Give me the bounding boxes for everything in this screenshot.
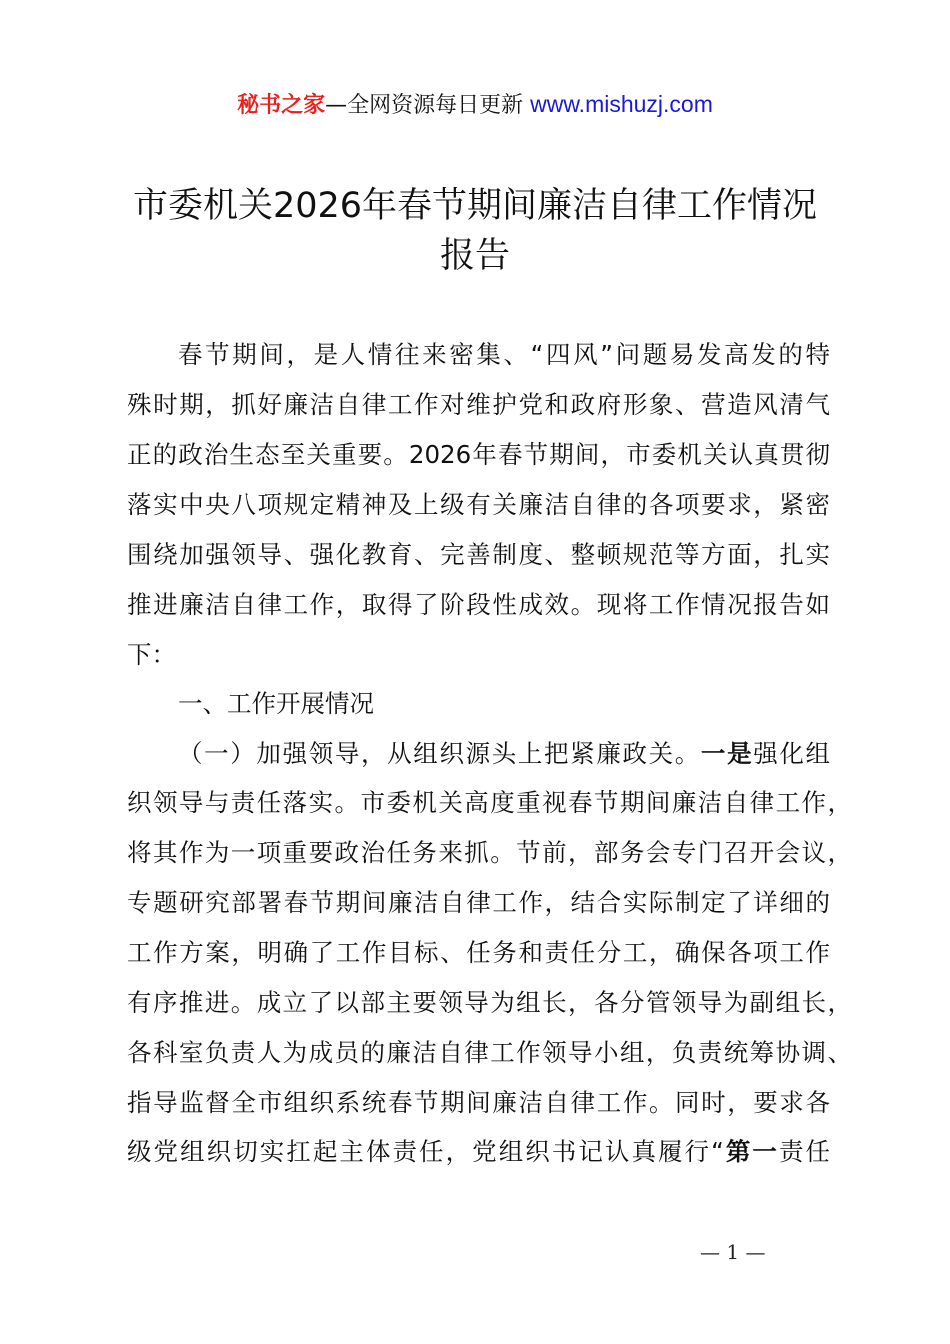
text-run: 强化组: [753, 739, 831, 768]
body-line: 工作方案，明确了工作目标、任务和责任分工，确保各项工作: [127, 938, 830, 967]
site-url-link[interactable]: www.mishuzj.com: [530, 91, 713, 117]
body-line: 落实中央八项规定精神及上级有关廉洁自律的各项要求，紧密: [127, 490, 830, 519]
site-banner: [0, 88, 950, 119]
text-run: 级党组织切实扛起主体责任，党组织书记认真履行“: [127, 1137, 724, 1166]
subsection-heading-line: [178, 739, 830, 769]
body-line: 织领导与责任落实。市委机关高度重视春节期间廉洁自律工作，: [127, 788, 852, 817]
body-line: 推进廉洁自律工作，取得了阶段性成效。现将工作情况报告如: [127, 590, 830, 619]
bold-marker: 第一: [723, 1137, 779, 1166]
body-line: 将其作为一项重要政治任务来抓。节前，部务会专门召开会议，: [127, 838, 852, 867]
tagline: —全网资源每日更新: [325, 93, 531, 118]
brand-name: 秘书之家: [237, 93, 326, 118]
body-line: [127, 1137, 830, 1167]
document-title-line-1: 市委机关2026年春节期间廉洁自律工作情况: [132, 186, 818, 226]
subsection-title: （一）加强领导，从组织源头上把紧廉政关。: [178, 739, 701, 768]
document-title-line-2: 报告: [439, 236, 510, 276]
body-line: 围绕加强领导、强化教育、完善制度、整顿规范等方面，扎实: [127, 540, 830, 569]
body-line: 正的政治生态至关重要。2026年春节期间，市委机关认真贯彻: [127, 440, 830, 469]
body-line: 有序推进。成立了以部主要领导为组长，各分管领导为副组长，: [127, 988, 852, 1017]
body-line: 指导监督全市组织系统春节期间廉洁自律工作。同时，要求各: [127, 1088, 830, 1117]
bold-marker: 一是: [700, 739, 754, 768]
section-heading: 一、工作开展情况: [178, 689, 374, 718]
body-line: 春节期间，是人情往来密集、“四风”问题易发高发的特: [178, 340, 830, 369]
page-number: — 1 —: [700, 1240, 766, 1264]
text-run: 责任: [778, 1137, 831, 1166]
body-line: 下：: [127, 640, 176, 669]
body-line: 各科室负责人为成员的廉洁自律工作领导小组，负责统筹协调、: [127, 1038, 852, 1067]
body-line: 专题研究部署春节期间廉洁自律工作，结合实际制定了详细的: [127, 888, 830, 917]
body-line: 殊时期，抓好廉洁自律工作对维护党和政府形象、营造风清气: [127, 390, 830, 419]
